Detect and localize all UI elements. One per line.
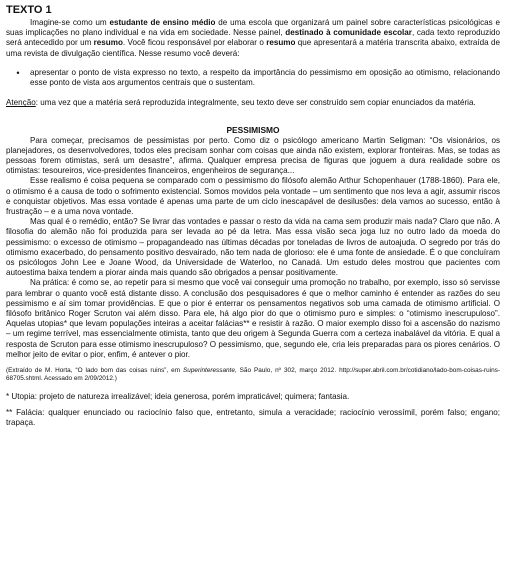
text-heading: TEXTO 1 [6, 4, 52, 16]
intro-bold-student: estudante de ensino médio [109, 18, 216, 27]
article-paragraph: Mas qual é o remédio, então? Se livrar das vontades e passar o resto da vida na cama sem produzir mais nada? Claro que não. A filosofia do alemão não foi produzida para ser levada ao pé da letra. Mas essa visão seca joga luz no outro lado da moeda do pessimismo: o excesso de otimismo – propagandeado nas últimas décadas por toneladas de livros de autoajuda. O segredo por trás do otimismo exacerbado, do pensamento positivo desvairado, não tem nada de glorioso: ele é uma fonte de ansiedade. É o que concluíram os psicólogos John Lee e Joane Wood, da Universidade de Waterloo, no Canadá. Um estudo deles mostrou que pacientes com autoestima baixa tendem a piorar ainda mais quando são obrigados a pensar positivamente. [6, 217, 500, 278]
intro-bold-summary: resumo [93, 38, 123, 48]
bullet-icon: • [16, 67, 20, 78]
article-title: PESSIMISMO [226, 125, 280, 136]
notice-label: Atenção [6, 98, 36, 108]
intro-text: de uma escola que organizará um painel sobre características psicológicas e suas implicações no plano individual e na vida em sociedade. Nesse painel, [6, 18, 500, 38]
source-citation [6, 367, 500, 383]
instructions-paragraph [6, 18, 500, 59]
intro-bold-community: destinado à comunidade escolar [285, 28, 412, 38]
task-bullet-text: apresentar o ponto de vista expresso no texto, a respeito da importância do pessimismo em oposição ao otimismo, relacionando esse ponto de vista aos argumentos centrais que o sustentam. [30, 67, 500, 88]
intro-text: Imagine-se como um [30, 18, 110, 27]
citation-magazine: Superinteressante [183, 367, 235, 375]
article-paragraph: Esse realismo é coisa pequena se comparado com o pessimismo do filósofo alemão Arthur Schopenhauer (1788-1860). Para ele, o otimismo é a causa de todo o sofrimento existencial. Somos movidos pela vontade – um sentimento que nos leva a agir, assumir riscos e conquistar objetivos. Mas essa vontade é apenas uma parte de um ciclo inescapável de desilusões: dela vamos ao sucesso, então à frustração – e a uma nova vontade. [6, 176, 500, 217]
article-paragraph: Para começar, precisamos de pessimistas por perto. Como diz o psicólogo americano Martin Seligman: “Os visionários, os planejadores, os desenvolvedores, todos eles precisam sonhar com coisas que ainda não existem, explorar fronteiras. Mas, se todas as pessoas forem otimistas, será um desastre”, afirma. Qualquer empresa precisa de figuras que joguem a dura realidade sobre os otimistas: tesoureiros, vice-presidentes financeiros, engenheiros de segurança... [6, 135, 500, 176]
notice-text: : uma vez que a matéria será reproduzida integralmente, seu texto deve ser construído sem copiar enunciados da matéria. [35, 98, 476, 108]
citation-text: (Extraído de M. Horta, “O lado bom das coisas ruins”, em [6, 367, 184, 375]
citation-text: , São Paulo, nº 302, março 2012. http://super.abril.com.br/cotidiano/lado-bom-coisas-ruins-68705.shtml. Acessado em 2/09/2012.) [6, 367, 501, 383]
footnote-falacia: ** Falácia: qualquer enunciado ou raciocínio falso que, entretanto, simula a veracidade; raciocínio verossímil, porém falso; engano; trapaça. [6, 407, 500, 427]
task-bullet [6, 68, 500, 88]
article-paragraph: Na prática: é como se, ao repetir para si mesmo que você vai conseguir uma promoção no trabalho, por exemplo, isso só servisse para lembrar o quanto você está distante disso. A conclusão dos pesquisadores é que o melhor caminho é entender as razões do seu pessimismo e aí sim tomar providências. E que o pior é enterrar os pensamentos negativos sob uma camada de otimismo artificial. O filósofo britânico Roger Scruton vai além disso. Para ele, há algo pior do que o otimismo puro e simples: o “otimismo inescrupuloso”. Aquelas utopias* que levam populações inteiras a aceitar falácias** e resistir à razão. O maior exemplo disso foi a ascensão do nazismo – um regime terrível, mas essencialmente otimista, tanto que deu origem à Segunda Guerra com a certeza inabalável da vitória. E qual a resposta de Scruton para esse otimismo inescrupuloso? O pessimismo, que, segundo ele, cria leis preparadas para os piores cenários. O melhor jeito de evitar o pior, enfim, é antever o pior. [6, 278, 500, 359]
exam-page [6, 4, 500, 428]
intro-text: , cada texto reproduzido será antecedido por um [6, 28, 501, 48]
intro-text: . Você ficou responsável por elaborar o [122, 38, 267, 48]
footnote-utopia: * Utopia: projeto de natureza irrealizável; ideia generosa, porém impraticável; quimera; fantasia. [6, 391, 350, 401]
intro-bold-summary: resumo [266, 38, 296, 48]
intro-text: que apresentará a matéria transcrita abaixo, extraída de uma revista de divulgação científica. Nesse resumo você deverá: [6, 38, 500, 58]
notice-paragraph [6, 98, 500, 108]
